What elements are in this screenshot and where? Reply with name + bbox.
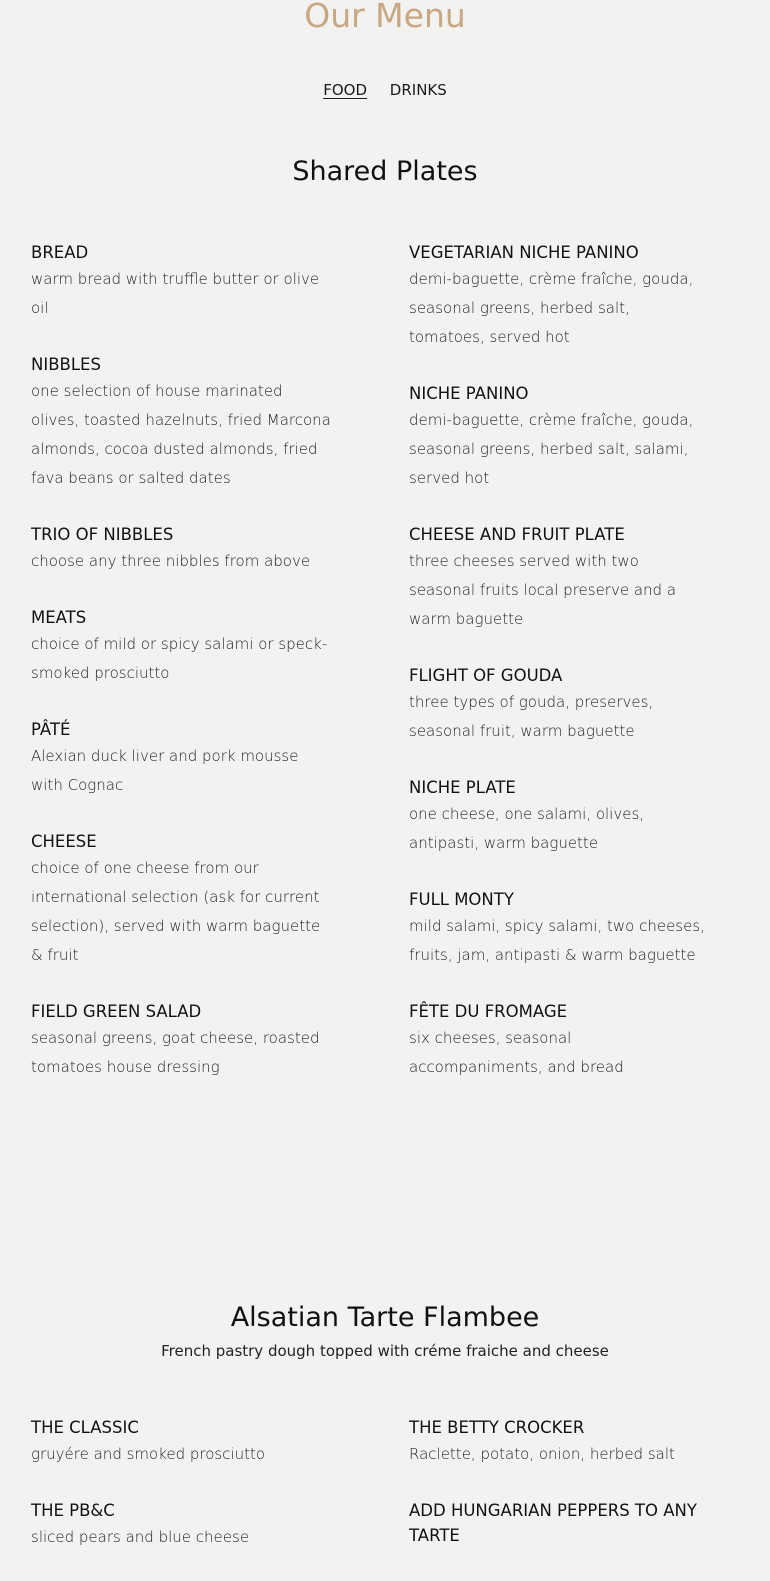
- menu-item: [409, 522, 709, 634]
- item-description: demi-baguette, crème fraîche, gouda, seasonal greens, herbed salt, salami, served hot: [409, 411, 694, 487]
- menu-tabs: [0, 79, 770, 101]
- item-description: six cheeses, seasonal accompaniments, and bread: [409, 1029, 624, 1076]
- tab-drinks[interactable]: DRINKS: [389, 81, 447, 99]
- item-description: three types of gouda, preserves, seasonal fruit, warm baguette: [409, 693, 654, 740]
- item-name: NICHE PLATE: [409, 778, 516, 797]
- section-subtitle: French pastry dough topped with créme fraiche and cheese: [161, 1342, 609, 1360]
- menu-item: [31, 605, 331, 688]
- menu-item: [409, 999, 709, 1082]
- menu-item: [31, 999, 331, 1082]
- section-title-shared-plates: Shared Plates: [292, 156, 478, 187]
- menu-item: [31, 1415, 331, 1469]
- menu-item: [31, 352, 331, 493]
- item-name: CHEESE: [31, 832, 97, 851]
- item-name: FÊTE DU FROMAGE: [409, 1002, 568, 1021]
- item-name: BREAD: [31, 243, 89, 262]
- menu-item: [31, 522, 331, 576]
- menu-item: [31, 1498, 331, 1552]
- section-title-tarte-flambee: Alsatian Tarte Flambee: [230, 1302, 540, 1333]
- shared-plates-left-column: [31, 240, 331, 1111]
- item-name: ADD HUNGARIAN PEPPERS TO ANY TARTE: [409, 1501, 697, 1545]
- item-name: CHEESE AND FRUIT PLATE: [409, 525, 625, 544]
- item-description: choose any three nibbles from above: [31, 552, 311, 570]
- item-description: mild salami, spicy salami, two cheeses, fruits, jam, antipasti & warm baguette: [409, 917, 705, 964]
- menu-item: [409, 887, 709, 970]
- item-description: one cheese, one salami, olives, antipasti, warm baguette: [409, 805, 645, 852]
- menu-item: [409, 240, 709, 352]
- item-description: Raclette, potato, onion, herbed salt: [409, 1445, 675, 1463]
- item-description: choice of mild or spicy salami or speck-smoked prosciutto: [31, 635, 328, 682]
- item-description: Alexian duck liver and pork mousse with Cognac: [31, 747, 299, 794]
- tab-food[interactable]: FOOD: [323, 81, 368, 99]
- item-name: NIBBLES: [31, 355, 101, 374]
- item-name: TRIO OF NIBBLES: [31, 525, 174, 544]
- item-name: THE PB&C: [31, 1501, 115, 1520]
- item-name: NICHE PANINO: [409, 384, 529, 403]
- item-description: gruyére and smoked prosciutto: [31, 1445, 266, 1463]
- item-name: THE CLASSIC: [31, 1418, 139, 1437]
- menu-item: [409, 1415, 709, 1469]
- menu-item: [409, 1498, 709, 1548]
- item-name: FULL MONTY: [409, 890, 514, 909]
- item-description: choice of one cheese from our international selection (ask for current selection), served with warm baguette & fruit: [31, 859, 321, 964]
- menu-item: [409, 775, 709, 858]
- item-name: FLIGHT OF GOUDA: [409, 666, 563, 685]
- item-name: FIELD GREEN SALAD: [31, 1002, 202, 1021]
- item-name: THE BETTY CROCKER: [409, 1418, 585, 1437]
- item-description: demi-baguette, crème fraîche, gouda, seasonal greens, herbed salt, tomatoes, served hot: [409, 270, 694, 346]
- menu-item: [31, 240, 331, 323]
- menu-item: [409, 381, 709, 493]
- tarte-left-column: [31, 1415, 331, 1581]
- item-description: sliced pears and blue cheese: [31, 1528, 250, 1546]
- item-name: VEGETARIAN NICHE PANINO: [409, 243, 639, 262]
- menu-item: [31, 717, 331, 800]
- item-description: seasonal greens, goat cheese, roasted tomatoes house dressing: [31, 1029, 320, 1076]
- page-title: Our Menu: [304, 0, 466, 35]
- item-name: PÂTÉ: [31, 720, 71, 739]
- item-name: MEATS: [31, 608, 87, 627]
- shared-plates-right-column: [409, 240, 709, 1111]
- item-description: three cheeses served with two seasonal fruits local preserve and a warm baguette: [409, 552, 677, 628]
- item-description: one selection of house marinated olives, toasted hazelnuts, fried Marcona almonds, cocoa dusted almonds, fried fava beans or salted dates: [31, 382, 331, 487]
- tarte-right-column: [409, 1415, 709, 1577]
- menu-item: [409, 663, 709, 746]
- item-description: warm bread with truffle butter or olive oil: [31, 270, 320, 317]
- menu-item: [31, 829, 331, 970]
